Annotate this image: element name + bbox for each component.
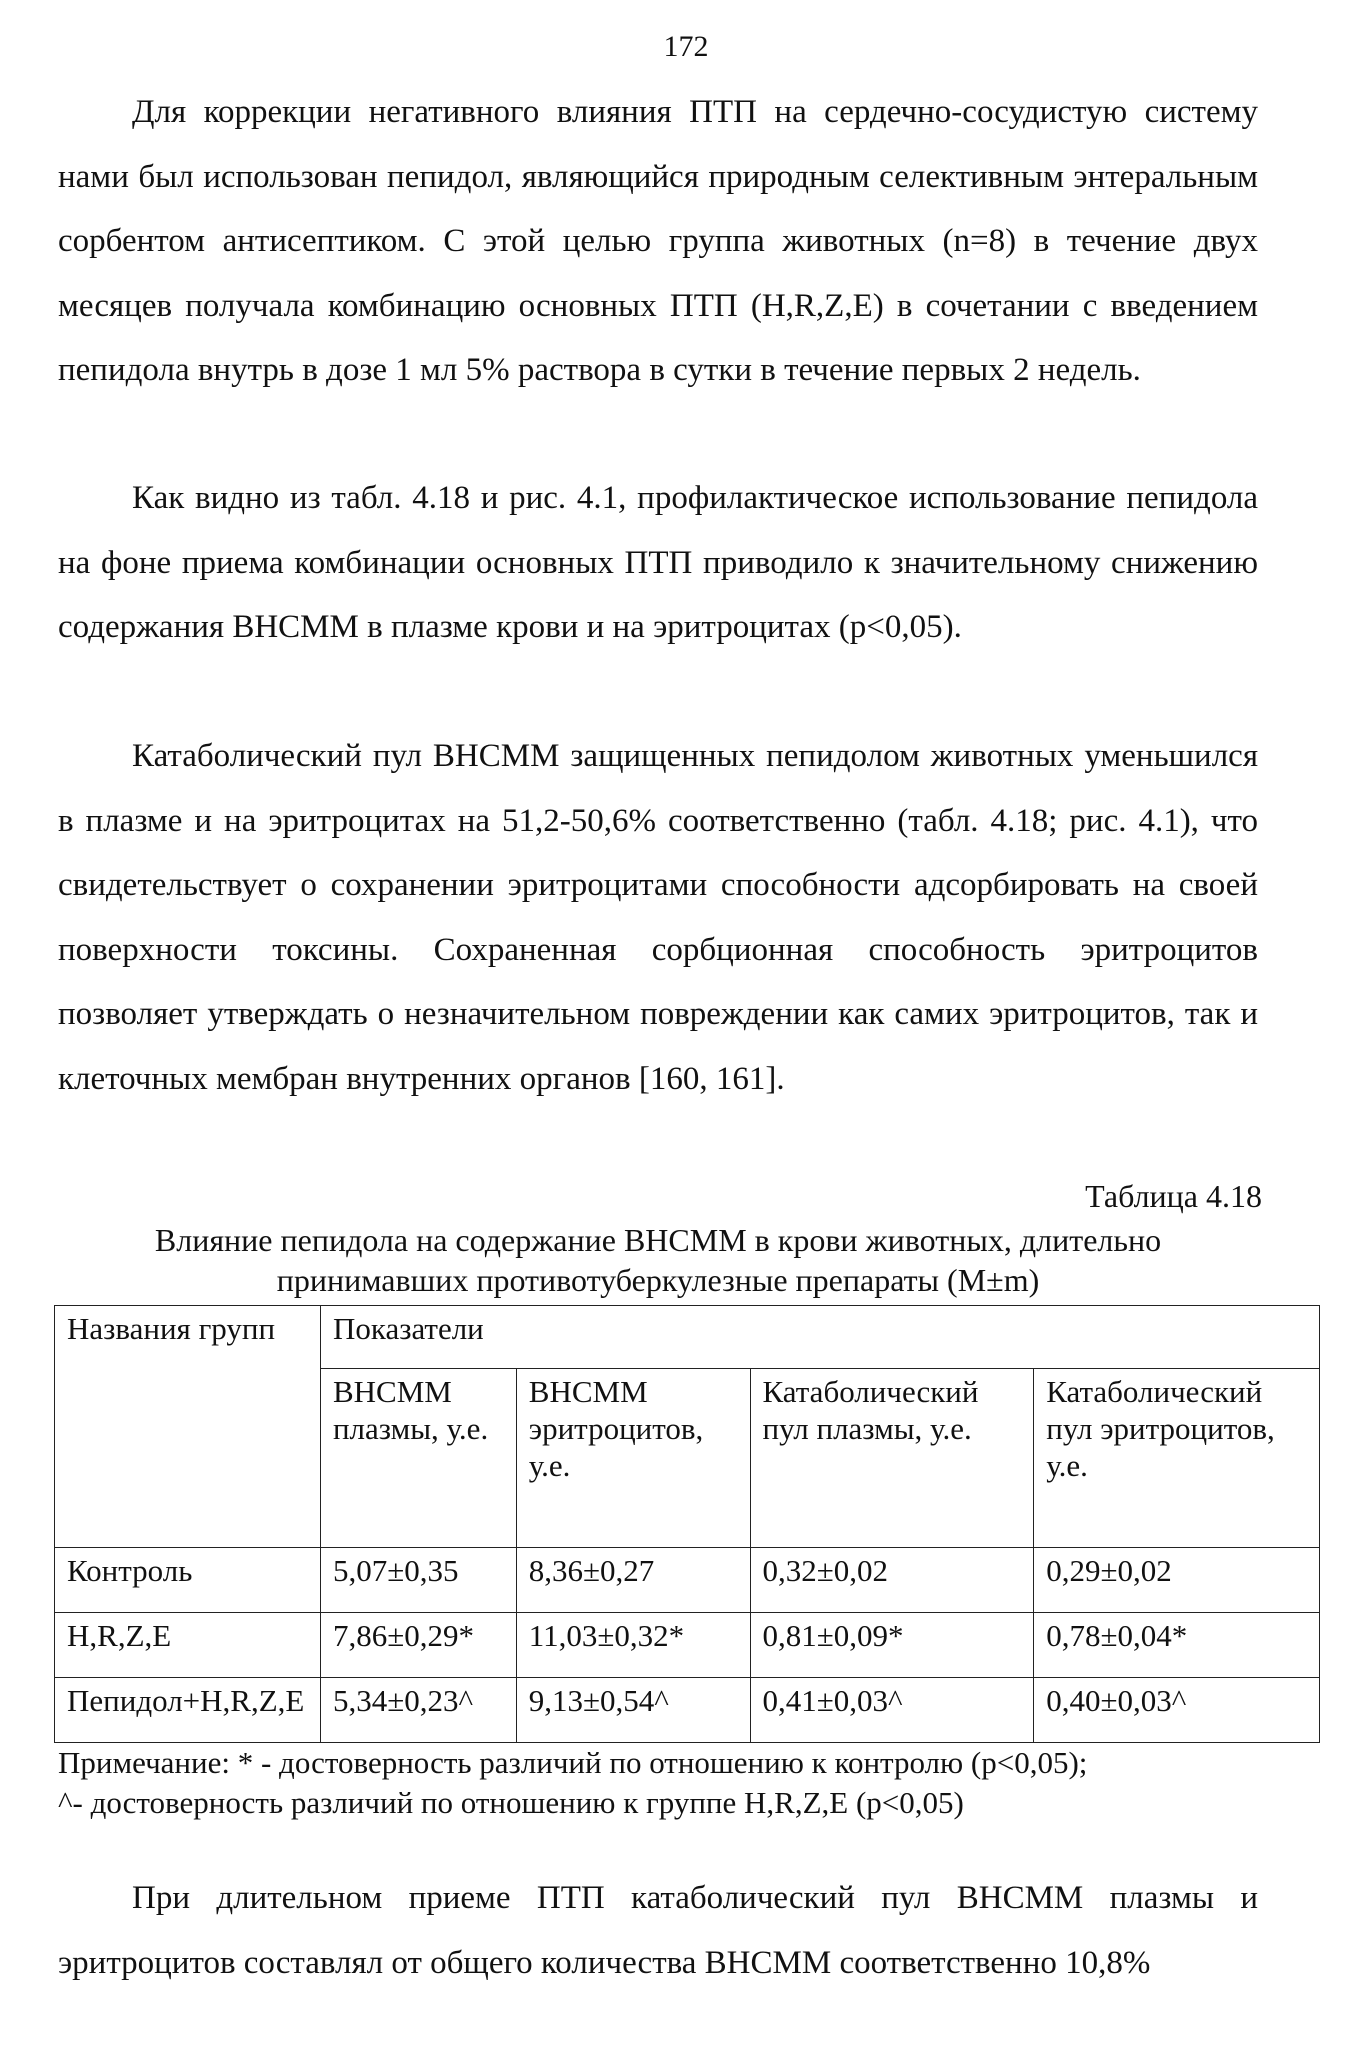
value-cell: 0,78±0,04* — [1034, 1613, 1320, 1678]
column-header: ВНСММ плазмы, у.е. — [320, 1369, 516, 1548]
table-row — [55, 1678, 1320, 1743]
value-cell: 5,34±0,23^ — [320, 1678, 516, 1743]
value-cell: 0,29±0,02 — [1034, 1548, 1320, 1613]
column-header: Катаболический пул плазмы, у.е. — [750, 1369, 1034, 1548]
value-cell: 11,03±0,32* — [516, 1613, 750, 1678]
note-line-1: Примечание: * - достоверность различий по отношению к контролю (p<0,05); — [58, 1745, 1088, 1780]
column-header: ВНСММ эритроцитов, у.е. — [516, 1369, 750, 1548]
value-cell: 0,32±0,02 — [750, 1548, 1034, 1613]
value-cell: 5,07±0,35 — [320, 1548, 516, 1613]
value-cell: 9,13±0,54^ — [516, 1678, 750, 1743]
group-cell: H,R,Z,E — [55, 1613, 321, 1678]
table-title: Влияние пепидола на содержание ВНСММ в крови животных, длительно принимавших противотуберкулезные препараты (M±m) — [154, 1222, 1162, 1298]
table-row — [55, 1548, 1320, 1613]
indicators-header: Показатели — [320, 1306, 1319, 1369]
paragraph-3: Катаболический пул ВНСММ защищенных пепидолом животных уменьшился в плазме и на эритроцитах на 51,2-50,6% соответственно (табл. 4.18; рис. 4.1), что свидетельствует о сохранении эритроцитами способности адсорбировать на своей поверхности токсины. Сохраненная сорбционная способность эритроцитов позволяет утверждать о незначительном повреждении как самих эритроцитов, так и клеточных мембран внутренних органов [160, 161]. — [58, 738, 1258, 1097]
results-table — [54, 1305, 1320, 1743]
value-cell: 0,40±0,03^ — [1034, 1678, 1320, 1743]
value-cell: 8,36±0,27 — [516, 1548, 750, 1613]
value-cell: 0,41±0,03^ — [750, 1678, 1034, 1743]
group-column-header: Названия групп — [55, 1306, 321, 1548]
column-header: Катаболический пул эритроцитов, у.е. — [1034, 1369, 1320, 1548]
paragraph-2: Как видно из табл. 4.18 и рис. 4.1, профилактическое использование пепидола на фоне приема комбинации основных ПТП приводило к значительному снижению содержания ВНСММ в плазме крови и на эритроцитах (p<0,05). — [58, 480, 1258, 645]
paragraph-1: Для коррекции негативного влияния ПТП на сердечно-сосудистую систему нами был использован пепидол, являющийся природным селективным энтеральным сорбентом антисептиком. С этой целью группа животных (n=8) в течение двух месяцев получала комбинацию основных ПТП (H,R,Z,E) в сочетании с введением пепидола внутрь в дозе 1 мл 5% раствора в сутки в течение первых 2 недель. — [58, 94, 1258, 388]
value-cell: 0,81±0,09* — [750, 1613, 1034, 1678]
note-line-2: ^- достоверность различий по отношению к группе H,R,Z,E (p<0,05) — [58, 1785, 964, 1820]
value-cell: 7,86±0,29* — [320, 1613, 516, 1678]
page-number: 172 — [663, 30, 709, 63]
table-note — [58, 1743, 1308, 1823]
table-label: Таблица 4.18 — [1085, 1178, 1262, 1214]
group-cell: Контроль — [55, 1548, 321, 1613]
group-cell: Пепидол+H,R,Z,E — [55, 1678, 321, 1743]
paragraph-4: При длительном приеме ПТП катаболический пул ВНСММ плазмы и эритроцитов составлял от общего количества ВНСММ соответственно 10,8% — [58, 1880, 1258, 1981]
table-row — [55, 1613, 1320, 1678]
